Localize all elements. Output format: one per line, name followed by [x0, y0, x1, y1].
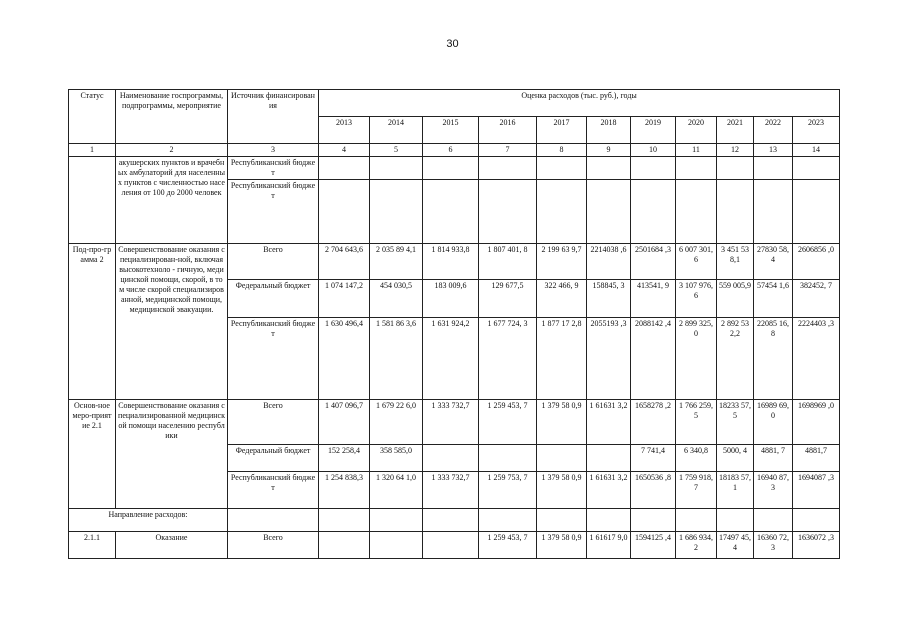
value-cell: 18183 57,1 [717, 472, 754, 509]
value-cell: 1 379 58 0,9 [537, 472, 587, 509]
value-cell: 2 704 643,6 [319, 244, 370, 280]
value-cell: 413541, 9 [631, 280, 676, 318]
item-name: акушерских пунктов и врачебных амбулаторий для населенных пунктов с численностью населения от 100 до 2000 человек [116, 157, 228, 244]
value-cell: 6 007 301,6 [676, 244, 717, 280]
page-number: 30 [446, 38, 459, 50]
value-cell: 2 035 89 4,1 [370, 244, 423, 280]
value-cell [587, 445, 631, 472]
value-cell [479, 157, 537, 180]
column-number: 3 [228, 144, 319, 157]
value-cell: 183 009,6 [423, 280, 479, 318]
value-cell: 1 259 453, 7 [479, 532, 537, 559]
value-cell: 1694087 ,3 [793, 472, 840, 509]
value-cell: 16940 87,3 [754, 472, 793, 509]
value-cell: 158845, 3 [587, 280, 631, 318]
value-cell [319, 532, 370, 559]
funding-source: Республиканский бюджет [228, 318, 319, 400]
value-cell: 5000, 4 [717, 445, 754, 472]
value-cell: 3 451 538,1 [717, 244, 754, 280]
value-cell [717, 157, 754, 180]
value-cell: 2224403 ,3 [793, 318, 840, 400]
value-cell [537, 157, 587, 180]
empty-cell [631, 509, 676, 532]
value-cell [754, 180, 793, 244]
value-cell: 1 407 096,7 [319, 400, 370, 445]
value-cell: 2214038 ,6 [587, 244, 631, 280]
value-cell [676, 157, 717, 180]
funding-source: Всего [228, 400, 319, 445]
header-year: 2013 [319, 117, 370, 144]
table-row [69, 400, 840, 445]
value-cell: 2 892 532,2 [717, 318, 754, 400]
empty-cell [228, 509, 319, 532]
value-cell: 1594125 ,4 [631, 532, 676, 559]
value-cell: 1 679 22 6,0 [370, 400, 423, 445]
header-year: 2021 [717, 117, 754, 144]
value-cell [587, 157, 631, 180]
empty-cell [754, 509, 793, 532]
value-cell: 16360 72,3 [754, 532, 793, 559]
value-cell: 17497 45,4 [717, 532, 754, 559]
value-cell: 1 807 401, 8 [479, 244, 537, 280]
value-cell [370, 180, 423, 244]
empty-cell [423, 509, 479, 532]
value-cell: 1 759 918,7 [676, 472, 717, 509]
empty-cell [587, 509, 631, 532]
value-cell: 1 333 732,7 [423, 472, 479, 509]
value-cell [537, 445, 587, 472]
column-number: 7 [479, 144, 537, 157]
table-row [69, 532, 840, 559]
column-number: 13 [754, 144, 793, 157]
empty-cell [717, 509, 754, 532]
value-cell [370, 532, 423, 559]
header-year: 2016 [479, 117, 537, 144]
header-year: 2019 [631, 117, 676, 144]
value-cell: 382452, 7 [793, 280, 840, 318]
header-year: 2023 [793, 117, 840, 144]
value-cell: 6 340,8 [676, 445, 717, 472]
header-row [69, 90, 840, 117]
value-cell: 559 005,9 [717, 280, 754, 318]
value-cell: 2088142 ,4 [631, 318, 676, 400]
value-cell [587, 180, 631, 244]
value-cell: 1 254 838,3 [319, 472, 370, 509]
value-cell: 2501684 ,3 [631, 244, 676, 280]
value-cell [754, 157, 793, 180]
value-cell: 1 61631 3,2 [587, 472, 631, 509]
value-cell: 1 581 86 3,6 [370, 318, 423, 400]
header-year: 2018 [587, 117, 631, 144]
value-cell: 4881,7 [793, 445, 840, 472]
value-cell: 322 466, 9 [537, 280, 587, 318]
value-cell: 2 199 63 9,7 [537, 244, 587, 280]
header-year: 2020 [676, 117, 717, 144]
value-cell [370, 157, 423, 180]
value-cell: 7 741,4 [631, 445, 676, 472]
value-cell: 1 259 753, 7 [479, 472, 537, 509]
value-cell: 1 61617 9,0 [587, 532, 631, 559]
value-cell: 1 333 732,7 [423, 400, 479, 445]
column-number: 1 [69, 144, 116, 157]
value-cell: 1 379 58 0,9 [537, 532, 587, 559]
funding-source: Всего [228, 244, 319, 280]
value-cell: 1 814 933,8 [423, 244, 479, 280]
value-cell: 1636072 ,3 [793, 532, 840, 559]
header-year: 2022 [754, 117, 793, 144]
column-numbers-row [69, 144, 840, 157]
header-status: Статус [69, 90, 116, 144]
value-cell [631, 157, 676, 180]
direction-row [69, 509, 840, 532]
budget-table [68, 89, 840, 559]
value-cell: 1658278 ,2 [631, 400, 676, 445]
value-cell: 1 379 58 0,9 [537, 400, 587, 445]
funding-source: Республиканский бюджет [228, 180, 319, 244]
column-number: 4 [319, 144, 370, 157]
value-cell [319, 157, 370, 180]
header-source: Источник финансирования [228, 90, 319, 144]
value-cell [717, 180, 754, 244]
column-number: 5 [370, 144, 423, 157]
value-cell: 1 686 934,2 [676, 532, 717, 559]
empty-cell [676, 509, 717, 532]
status-cell: Под-про-грамма 2 [69, 244, 116, 400]
value-cell: 57454 1,6 [754, 280, 793, 318]
value-cell [676, 180, 717, 244]
column-number: 8 [537, 144, 587, 157]
value-cell [793, 157, 840, 180]
header-year: 2014 [370, 117, 423, 144]
status-cell: 2.1.1 [69, 532, 116, 559]
column-number: 12 [717, 144, 754, 157]
column-number: 11 [676, 144, 717, 157]
funding-source: Республиканский бюджет [228, 472, 319, 509]
value-cell: 1 631 924,2 [423, 318, 479, 400]
table-row [69, 244, 840, 280]
empty-cell [319, 509, 370, 532]
value-cell: 358 585,0 [370, 445, 423, 472]
header-estimate: Оценка расходов (тыс. руб.), годы [319, 90, 840, 117]
status-cell: Основ-ное меро-приятие 2.1 [69, 400, 116, 509]
value-cell: 1 320 64 1,0 [370, 472, 423, 509]
value-cell: 1 074 147,2 [319, 280, 370, 318]
header-name: Наименование госпрограммы, подпрограммы, мероприятие [116, 90, 228, 144]
direction-label: Направление расходов: [69, 509, 228, 532]
empty-cell [793, 509, 840, 532]
value-cell: 27830 58,4 [754, 244, 793, 280]
value-cell: 3 107 976,6 [676, 280, 717, 318]
value-cell: 16989 69,0 [754, 400, 793, 445]
item-name: Оказание [116, 532, 228, 559]
value-cell [537, 180, 587, 244]
empty-cell [479, 509, 537, 532]
column-number: 2 [116, 144, 228, 157]
value-cell: 152 258,4 [319, 445, 370, 472]
value-cell: 1 766 259,5 [676, 400, 717, 445]
value-cell: 1 259 453, 7 [479, 400, 537, 445]
value-cell [479, 445, 537, 472]
value-cell: 129 677,5 [479, 280, 537, 318]
column-number: 9 [587, 144, 631, 157]
value-cell: 1650536 ,8 [631, 472, 676, 509]
funding-source: Федеральный бюджет [228, 445, 319, 472]
column-number: 10 [631, 144, 676, 157]
funding-source: Федеральный бюджет [228, 280, 319, 318]
empty-cell [370, 509, 423, 532]
item-name: Совершенствование оказания специализирован-ной, включая высокотехноло - гичную, медицинской помощи, скорой, в том числе скорой специализированной, медицинской помощи, медицинской эвакуации. [116, 244, 228, 400]
value-cell [479, 180, 537, 244]
item-name: Совершенствование оказания специализированной медицинской помощи населению республики [116, 400, 228, 509]
value-cell: 1 677 724, 3 [479, 318, 537, 400]
value-cell [793, 180, 840, 244]
value-cell: 1 877 17 2,8 [537, 318, 587, 400]
value-cell: 454 030,5 [370, 280, 423, 318]
value-cell [423, 180, 479, 244]
header-year: 2015 [423, 117, 479, 144]
value-cell: 18233 57,5 [717, 400, 754, 445]
value-cell: 1698969 ,0 [793, 400, 840, 445]
value-cell: 1 630 496,4 [319, 318, 370, 400]
value-cell [319, 180, 370, 244]
value-cell: 2 899 325,0 [676, 318, 717, 400]
header-year: 2017 [537, 117, 587, 144]
value-cell: 1 61631 3,2 [587, 400, 631, 445]
value-cell [423, 532, 479, 559]
column-number: 14 [793, 144, 840, 157]
table-row [69, 157, 840, 180]
value-cell: 22085 16,8 [754, 318, 793, 400]
value-cell: 2606856 ,0 [793, 244, 840, 280]
value-cell: 4881, 7 [754, 445, 793, 472]
funding-source: Всего [228, 532, 319, 559]
funding-source: Республиканский бюджет [228, 157, 319, 180]
value-cell [423, 157, 479, 180]
value-cell [631, 180, 676, 244]
status-cell [69, 157, 116, 244]
value-cell [423, 445, 479, 472]
value-cell: 2055193 ,3 [587, 318, 631, 400]
column-number: 6 [423, 144, 479, 157]
empty-cell [537, 509, 587, 532]
